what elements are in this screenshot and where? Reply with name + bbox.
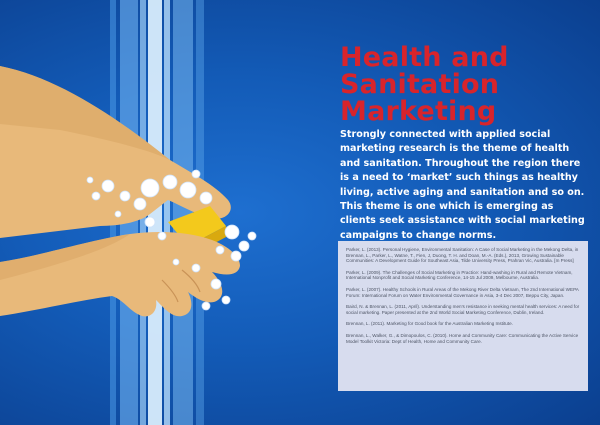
title-line-1: Health and <box>340 42 509 73</box>
intro-paragraph: Strongly connected with applied social marketing research is the theme of health and sanitation. Throughout the region there is a need to ‘market’ such things as healthy living, active aging and sanitation and so on. This theme is one which is emerging as clients seek assistance with social marketing campaigns to change norms. <box>340 129 585 241</box>
title-line-2: Sanitation <box>340 69 500 100</box>
title-line-3: Marketing <box>340 96 497 127</box>
reference-item: Parker, L. (2013). Personal Hygiene, Environmental Sanitation: A Case of Social Marketing in the Mekong Delta, in Brennan, L., Parker, L., Watne, T., Fien, J, Duong, T. H. and Doan, M.-A. (Eds.), 2013, Growing Sustainable Communities: A Development Guide for Southeast Asia, Tilde University Press, Prahran Vic, Australia. [In Press] <box>346 247 579 264</box>
reference-item: Parker, L. (2009). The Challenges of Social Marketing in Practice: Hand-washing in Rural and Remote Vietnam, International Nonprofit and Social Marketing Conference, 14-15 Jul 2009, Melbourne, Australia. <box>346 269 573 281</box>
reference-item: Brennan, L., Walker, G., & Dimopoulos, C. (2010). Home and Community Care: Communicating the Active Service Model Toolkit Victoria: Dept of Health, Home and Community Care. <box>346 332 579 344</box>
reference-item: Parker, L. (2007). Healthy Schools in Rural Areas of the Mekong River Delta Vietnam, The 2nd International WEPA Forum: International Forum on Water Environmental Governance in Asia, 3-4 Dec 2007, Beppu City, Japan. <box>346 286 579 298</box>
page-title <box>340 44 590 125</box>
reference-item: Brennan, L. (2011). Marketing for Good book for the Australian Marketing Institute. <box>346 321 513 327</box>
reference-item: Baird, N. & Brennan, L. (2011, April). Understanding men's resistance in seeking mental health services: A need for social marketing. Paper presented at the 2nd World Social Marketing Conference, Dublin, Ireland. <box>346 304 580 315</box>
references-box <box>338 241 588 391</box>
